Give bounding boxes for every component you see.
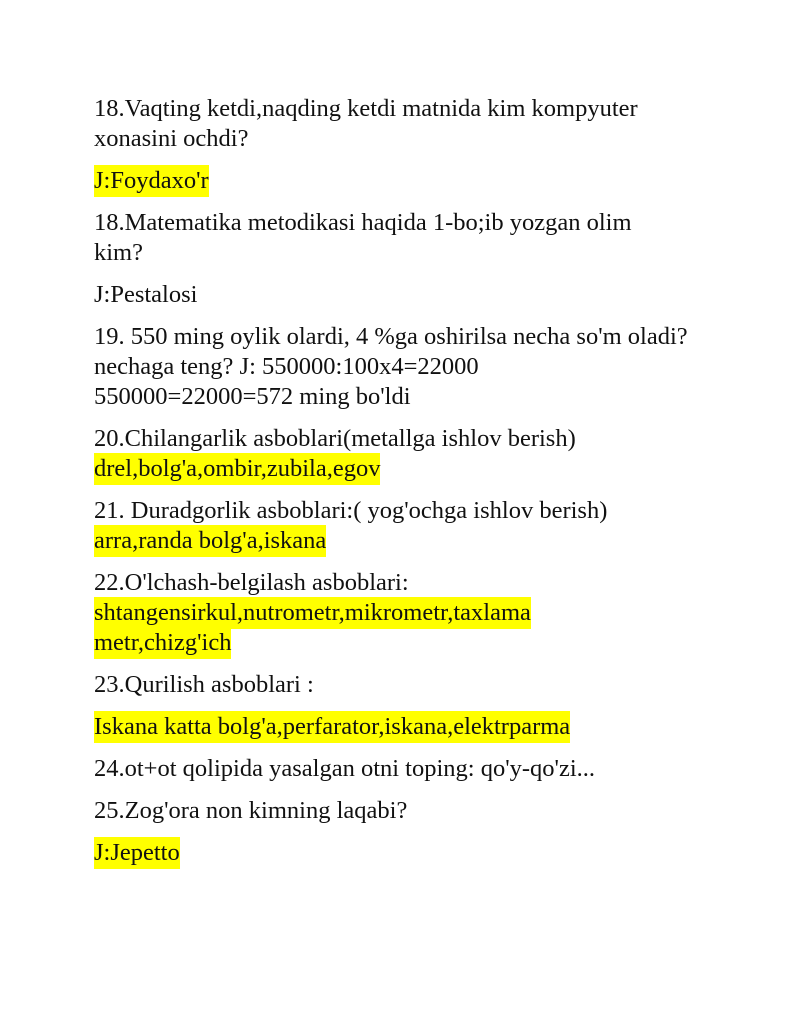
- question-18b: [94, 208, 784, 268]
- question-23: [94, 670, 784, 700]
- question-text-line: 21. Duradgorlik asboblari:( yog'ochga ishlov berish): [94, 497, 608, 524]
- question-text-line: nechaga teng? J: 550000:100x4=22000: [94, 353, 479, 380]
- question-24: [94, 754, 784, 784]
- answer-23: [94, 712, 784, 742]
- highlighted-answer: shtangensirkul,nutrometr,mikrometr,taxlama: [94, 597, 531, 629]
- highlighted-answer: J:Foydaxo'r: [94, 165, 209, 197]
- question-text-line: xonasini ochdi?: [94, 125, 249, 152]
- question-text-line: 550000=22000=572 ming bo'ldi: [94, 383, 411, 410]
- answer-18b: [94, 280, 784, 310]
- highlighted-answer: J:Jepetto: [94, 837, 180, 869]
- highlighted-answer: drel,bolg'a,ombir,zubila,egov: [94, 453, 380, 485]
- question-20: [94, 424, 784, 484]
- question-19: [94, 322, 784, 412]
- question-text-line: 22.O'lchash-belgilash asboblari:: [94, 569, 409, 596]
- question-text-line: 18.Matematika metodikasi haqida 1-bo;ib yozgan olim: [94, 209, 632, 236]
- highlighted-answer: metr,chizg'ich: [94, 627, 231, 659]
- highlighted-answer: arra,randa bolg'a,iskana: [94, 525, 326, 557]
- question-text-line: 18.Vaqting ketdi,naqding ketdi matnida kim kompyuter: [94, 95, 638, 122]
- answer-18a: [94, 166, 784, 196]
- question-25: [94, 796, 784, 826]
- question-text-line: 24.ot+ot qolipida yasalgan otni toping: qo'y-qo'zi...: [94, 755, 596, 782]
- answer-25: [94, 838, 784, 868]
- question-22: [94, 568, 784, 658]
- question-21: [94, 496, 784, 556]
- question-text-line: 20.Chilangarlik asboblari(metallga ishlov berish): [94, 425, 576, 452]
- question-text-line: 25.Zog'ora non kimning laqabi?: [94, 797, 408, 824]
- question-text-line: kim?: [94, 239, 143, 266]
- answer-text: J:Pestalosi: [94, 281, 198, 308]
- question-18a: [94, 94, 784, 154]
- document-content: [94, 94, 784, 868]
- question-text-line: 19. 550 ming oylik olardi, 4 %ga oshirilsa necha so'm oladi?: [94, 323, 688, 350]
- highlighted-answer: Iskana katta bolg'a,perfarator,iskana,elektrparma: [94, 711, 570, 743]
- question-text-line: 23.Qurilish asboblari :: [94, 671, 314, 698]
